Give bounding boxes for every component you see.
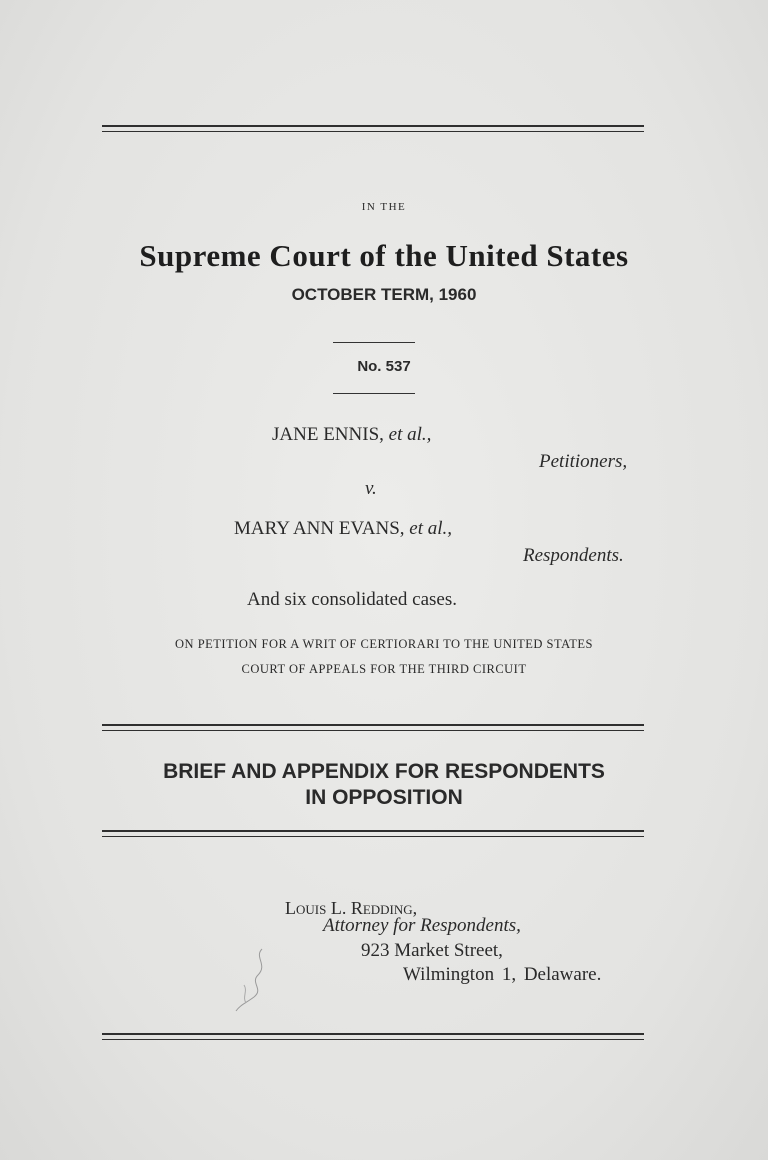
brief-title-line-1: BRIEF AND APPENDIX FOR RESPONDENTS — [163, 760, 605, 783]
docket-number: No. 537 — [357, 358, 411, 375]
middle-double-rule — [102, 724, 644, 731]
attorney-city: Wilmington 1, Delaware. — [403, 964, 602, 985]
attorney-name: Louis L. Redding, — [285, 898, 418, 918]
petitioner-name: JANE ENNIS, — [272, 424, 384, 445]
faint-signature-mark — [224, 945, 284, 1015]
respondent-line — [234, 518, 452, 540]
respondent-role: Respondents. — [523, 545, 624, 566]
in-the-label: IN THE — [361, 201, 407, 213]
petitioner-line — [272, 424, 431, 446]
bottom-double-rule — [102, 1033, 644, 1040]
respondent-name: MARY ANN EVANS, — [234, 518, 405, 539]
term-label: OCTOBER TERM, 1960 — [291, 285, 477, 304]
lower-double-rule — [102, 830, 644, 837]
brief-title-line-2: IN OPPOSITION — [305, 786, 463, 809]
court-name: Supreme Court of the United States — [139, 238, 629, 273]
top-double-rule — [102, 125, 644, 132]
petitioner-etal: et al., — [388, 424, 432, 445]
petitioner-role: Petitioners, — [539, 451, 628, 472]
petition-line-1: ON PETITION FOR A WRIT OF CERTIORARI TO THE UNITED STATES — [175, 637, 593, 651]
docket-rule-bottom — [333, 393, 415, 394]
versus: v. — [365, 478, 377, 499]
attorney-street: 923 Market Street, — [361, 940, 503, 961]
docket-rule-top — [333, 342, 415, 343]
respondent-etal: et al., — [409, 518, 453, 539]
petition-line-2: COURT OF APPEALS FOR THE THIRD CIRCUIT — [241, 662, 527, 676]
consolidated-cases: And six consolidated cases. — [247, 589, 458, 610]
attorney-role: Attorney for Respondents, — [323, 915, 521, 936]
